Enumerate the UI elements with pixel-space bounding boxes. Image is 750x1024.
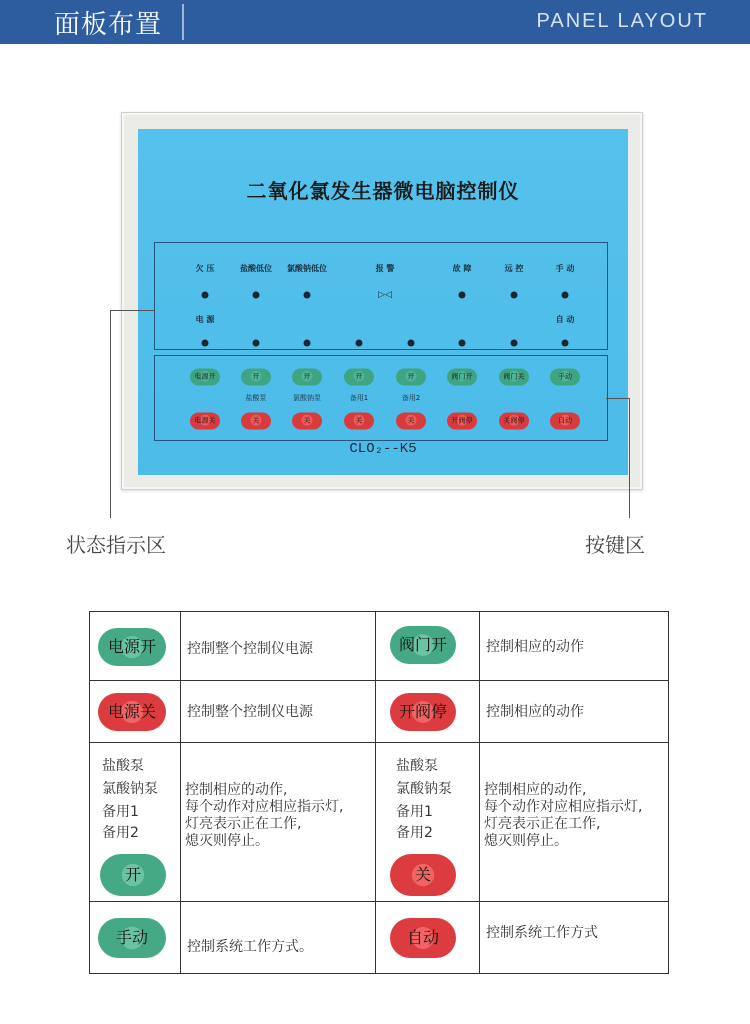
indicator-lamp [304,340,311,347]
indicator-label-remote: 远 控 [504,264,524,273]
indicator-lamp [459,292,466,299]
naclo3-pump-on-button[interactable]: 开 [292,369,322,386]
table-cell [480,743,669,902]
legend-pump-item: 备用1 [102,804,139,820]
legend-power-on-desc: 控制整个控制仪电源 [187,641,313,657]
legend-valve-stop-button: 开阀停 [390,693,456,731]
valve-open-button[interactable]: 阀门开 [447,369,477,386]
spare2-off-button[interactable]: 关 [396,413,426,430]
spare1-on-button[interactable]: 开 [344,369,374,386]
auto-button[interactable]: 自动 [550,413,580,430]
spare2-on-button[interactable]: 开 [396,369,426,386]
legend-pump-desc-line: 每个动作对应相应指示灯, [185,799,344,815]
indicator-label-naclo3-low: 氯酸钠低位 [287,264,327,273]
button-label-hcl-pump: 盐酸泵 [245,394,267,402]
legend-manual-button: 手动 [98,918,166,958]
callout-line-right-v [629,398,630,518]
legend-auto-desc: 控制系统工作方式 [486,925,598,941]
control-panel [138,129,628,475]
button-area [154,355,608,441]
legend-pump-item: 氯酸钠泵 [102,781,158,797]
legend-power-on-button: 电源开 [98,628,166,666]
table-cell [90,902,181,974]
legend-pump-item: 盐酸泵 [396,758,438,774]
button-area-label: 按键区 [585,533,645,557]
indicator-lamp [459,340,466,347]
page-subtitle: PANEL LAYOUT [536,10,708,32]
hcl-pump-on-button[interactable]: 开 [241,369,271,386]
indicator-label-undervoltage: 欠 压 [195,264,215,273]
legend-manual-desc: 控制系统工作方式。 [187,939,313,955]
manual-button[interactable]: 手动 [550,369,580,386]
device-title: 二氧化氯发生器微电脑控制仪 [246,179,520,203]
naclo3-pump-off-button[interactable]: 关 [292,413,322,430]
legend-pump-desc-line: 熄灭则停止。 [185,833,269,849]
table-cell [181,681,376,743]
legend-pump-item: 盐酸泵 [102,758,144,774]
legend-pump-item: 备用2 [396,825,433,841]
indicator-label-auto: 自 动 [555,315,575,324]
power-on-button[interactable]: 电源开 [190,369,220,386]
legend-off-button: 关 [390,854,456,896]
legend-auto-button: 自动 [390,918,456,958]
indicator-lamp [356,340,363,347]
legend-table [89,611,669,974]
table-cell [181,902,376,974]
table-cell [376,743,480,902]
legend-pump-item: 备用2 [102,825,139,841]
table-cell [181,612,376,681]
indicator-lamp [562,292,569,299]
table-cell [181,743,376,902]
indicator-label-alarm: 报 警 [375,264,395,273]
button-label-spare1: 备用1 [349,394,369,402]
valve-close-stop-button[interactable]: 关阀停 [499,413,529,430]
button-label-naclo3-pump: 氯酸钠泵 [293,394,321,402]
header-divider [182,4,184,40]
table-cell [376,681,480,743]
table-cell [90,612,181,681]
legend-pump-desc-line: 灯亮表示正在工作, [185,816,302,832]
spare1-off-button[interactable]: 关 [344,413,374,430]
legend-power-off-button: 电源关 [98,693,166,731]
indicator-label-hcl-low: 盐酸低位 [240,264,272,273]
table-cell [480,902,669,974]
legend-pump-item: 氯酸钠泵 [396,781,452,797]
indicator-lamp [253,340,260,347]
page-header [0,0,750,44]
power-off-button[interactable]: 电源关 [190,413,220,430]
indicator-lamp [511,292,518,299]
valve-open-stop-button[interactable]: 开阀停 [447,413,477,430]
indicator-lamp [253,292,260,299]
table-cell [90,743,181,902]
table-cell [480,681,669,743]
indicator-lamp [511,340,518,347]
legend-pump-desc-line: 每个动作对应相应指示灯, [484,799,643,815]
indicator-lamp [202,340,209,347]
legend-valve-open-button: 阀门开 [390,626,456,664]
controller-device [121,112,643,490]
indicator-area [154,242,608,350]
legend-power-off-desc: 控制整个控制仪电源 [187,704,313,720]
callout-line-left-v [110,310,111,518]
legend-pump-desc-line: 控制相应的动作, [484,782,587,798]
legend-pump-item: 备用1 [396,804,433,820]
indicator-lamp [408,340,415,347]
indicator-lamp [562,340,569,347]
page-title: 面板布置 [54,10,163,40]
table-cell [376,902,480,974]
legend-valve-stop-desc: 控制相应的动作 [486,704,584,720]
legend-on-button: 开 [100,854,166,896]
table-cell [376,612,480,681]
alarm-buzzer-icon: ▷◁ [378,290,392,300]
indicator-lamp [304,292,311,299]
table-cell [90,681,181,743]
hcl-pump-off-button[interactable]: 关 [241,413,271,430]
indicator-label-fault: 故 障 [452,264,472,273]
status-indicator-area-label: 状态指示区 [66,533,166,557]
callout-line-right-h [606,398,630,399]
button-label-spare2: 备用2 [401,394,421,402]
indicator-label-manual: 手 动 [555,264,575,273]
table-cell [480,612,669,681]
model-number: CLO₂--K5 [349,441,417,457]
legend-valve-open-desc: 控制相应的动作 [486,639,584,655]
legend-pump-desc-line: 灯亮表示正在工作, [484,816,601,832]
legend-pump-desc-line: 熄灭则停止。 [484,833,568,849]
callout-line-left-h [110,310,154,311]
legend-pump-desc-line: 控制相应的动作, [185,782,288,798]
valve-close-button[interactable]: 阀门关 [499,369,529,386]
indicator-lamp [202,292,209,299]
indicator-label-power: 电 源 [195,315,215,324]
